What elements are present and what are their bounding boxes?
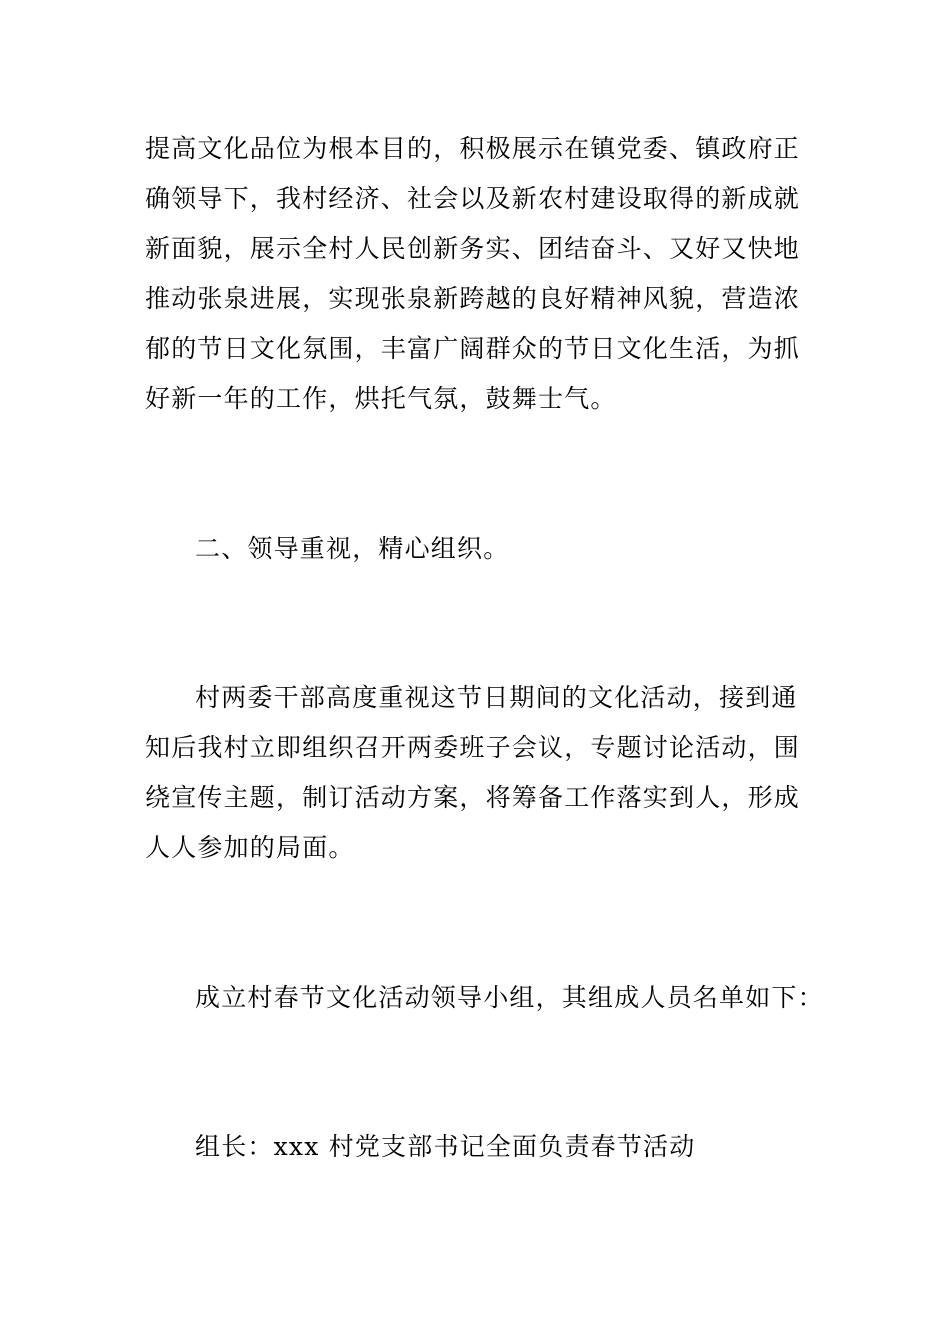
paragraph-1-line-5: 郁的节日文化氛围，丰富广阔群众的节日文化生活，为抓 bbox=[145, 334, 801, 363]
paragraph-1-line-6: 好新一年的工作，烘托气氛，鼓舞士气。 bbox=[145, 384, 617, 413]
paragraph-2-line-3: 绕宣传主题，制订活动方案，将筹备工作落实到人，形成 bbox=[145, 783, 801, 812]
paragraph-3: 成立村春节文化活动领导小组，其组成人员名单如下： bbox=[195, 983, 824, 1012]
paragraph-1-line-3: 新面貌，展示全村人民创新务实、团结奋斗、又好又快地 bbox=[145, 234, 801, 263]
paragraph-2-line-4: 人人参加的局面。 bbox=[145, 833, 355, 862]
paragraph-2-line-1: 村两委干部高度重视这节日期间的文化活动，接到通 bbox=[195, 683, 798, 712]
paragraph-1-line-1: 提高文化品位为根本目的，积极展示在镇党委、镇政府正 bbox=[145, 134, 801, 163]
paragraph-4: 组长：xxx 村党支部书记全面负责春节活动 bbox=[195, 1132, 696, 1161]
paragraph-2-line-2: 知后我村立即组织召开两委班子会议，专题讨论活动，围 bbox=[145, 733, 801, 762]
paragraph-1-line-2: 确领导下，我村经济、社会以及新农村建设取得的新成就 bbox=[145, 184, 801, 213]
section-heading-2: 二、领导重视，精心组织。 bbox=[195, 534, 510, 563]
paragraph-1-line-4: 推动张泉进展，实现张泉新跨越的良好精神风貌，营造浓 bbox=[145, 284, 801, 313]
